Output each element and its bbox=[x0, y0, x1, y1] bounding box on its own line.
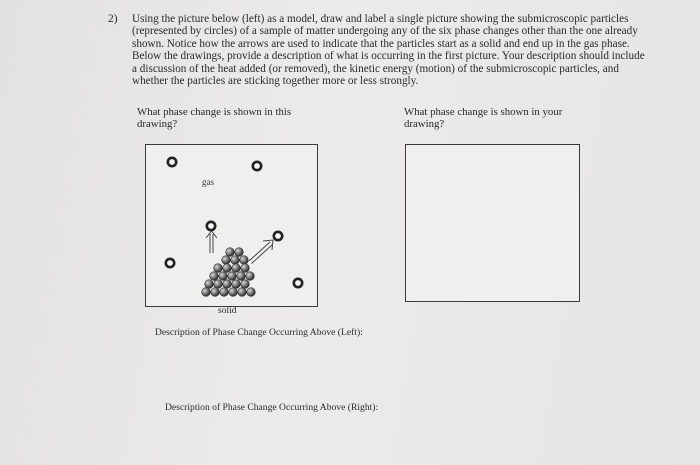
gas-particle bbox=[166, 259, 174, 267]
student-drawing-box[interactable] bbox=[405, 144, 580, 302]
description-left-label: Description of Phase Change Occurring Above (Left): bbox=[155, 327, 363, 338]
gas-particle bbox=[274, 232, 282, 240]
gas-particle bbox=[253, 162, 261, 170]
gas-particle bbox=[207, 222, 215, 230]
diagonal-arrow bbox=[249, 242, 270, 261]
question-text: Using the picture below (left) as a model, draw and label a single picture showing the submicroscopic particles (represented by circles) of a sample of matter undergoing any of the six phase changes other than the one already shown. Notice how the arrows are used to indicate that the particles start as a solid and end up in the gas phase. Below the drawings, provide a description of what is occurring in the first picture. Your description should include a discussion of the heat added (or removed), the kinetic energy (motion) of the submicroscopic particles, and whether the particles are sticking together more or less strongly. bbox=[132, 13, 645, 88]
gas-particle bbox=[294, 279, 302, 287]
sublimation-arrows bbox=[206, 231, 273, 264]
description-right-label: Description of Phase Change Occurring Above (Right): bbox=[165, 402, 379, 413]
left-prompt: What phase change is shown in this drawing? bbox=[137, 106, 292, 130]
question-number: 2) bbox=[108, 13, 118, 25]
gas-particle bbox=[168, 158, 176, 166]
phase-change-diagram bbox=[146, 145, 317, 306]
gas-label: gas bbox=[202, 177, 214, 187]
right-prompt: What phase change is shown in your drawing? bbox=[404, 106, 563, 130]
solid-particles bbox=[202, 248, 256, 297]
solid-label: solid bbox=[218, 306, 237, 316]
model-drawing-box bbox=[145, 144, 318, 307]
